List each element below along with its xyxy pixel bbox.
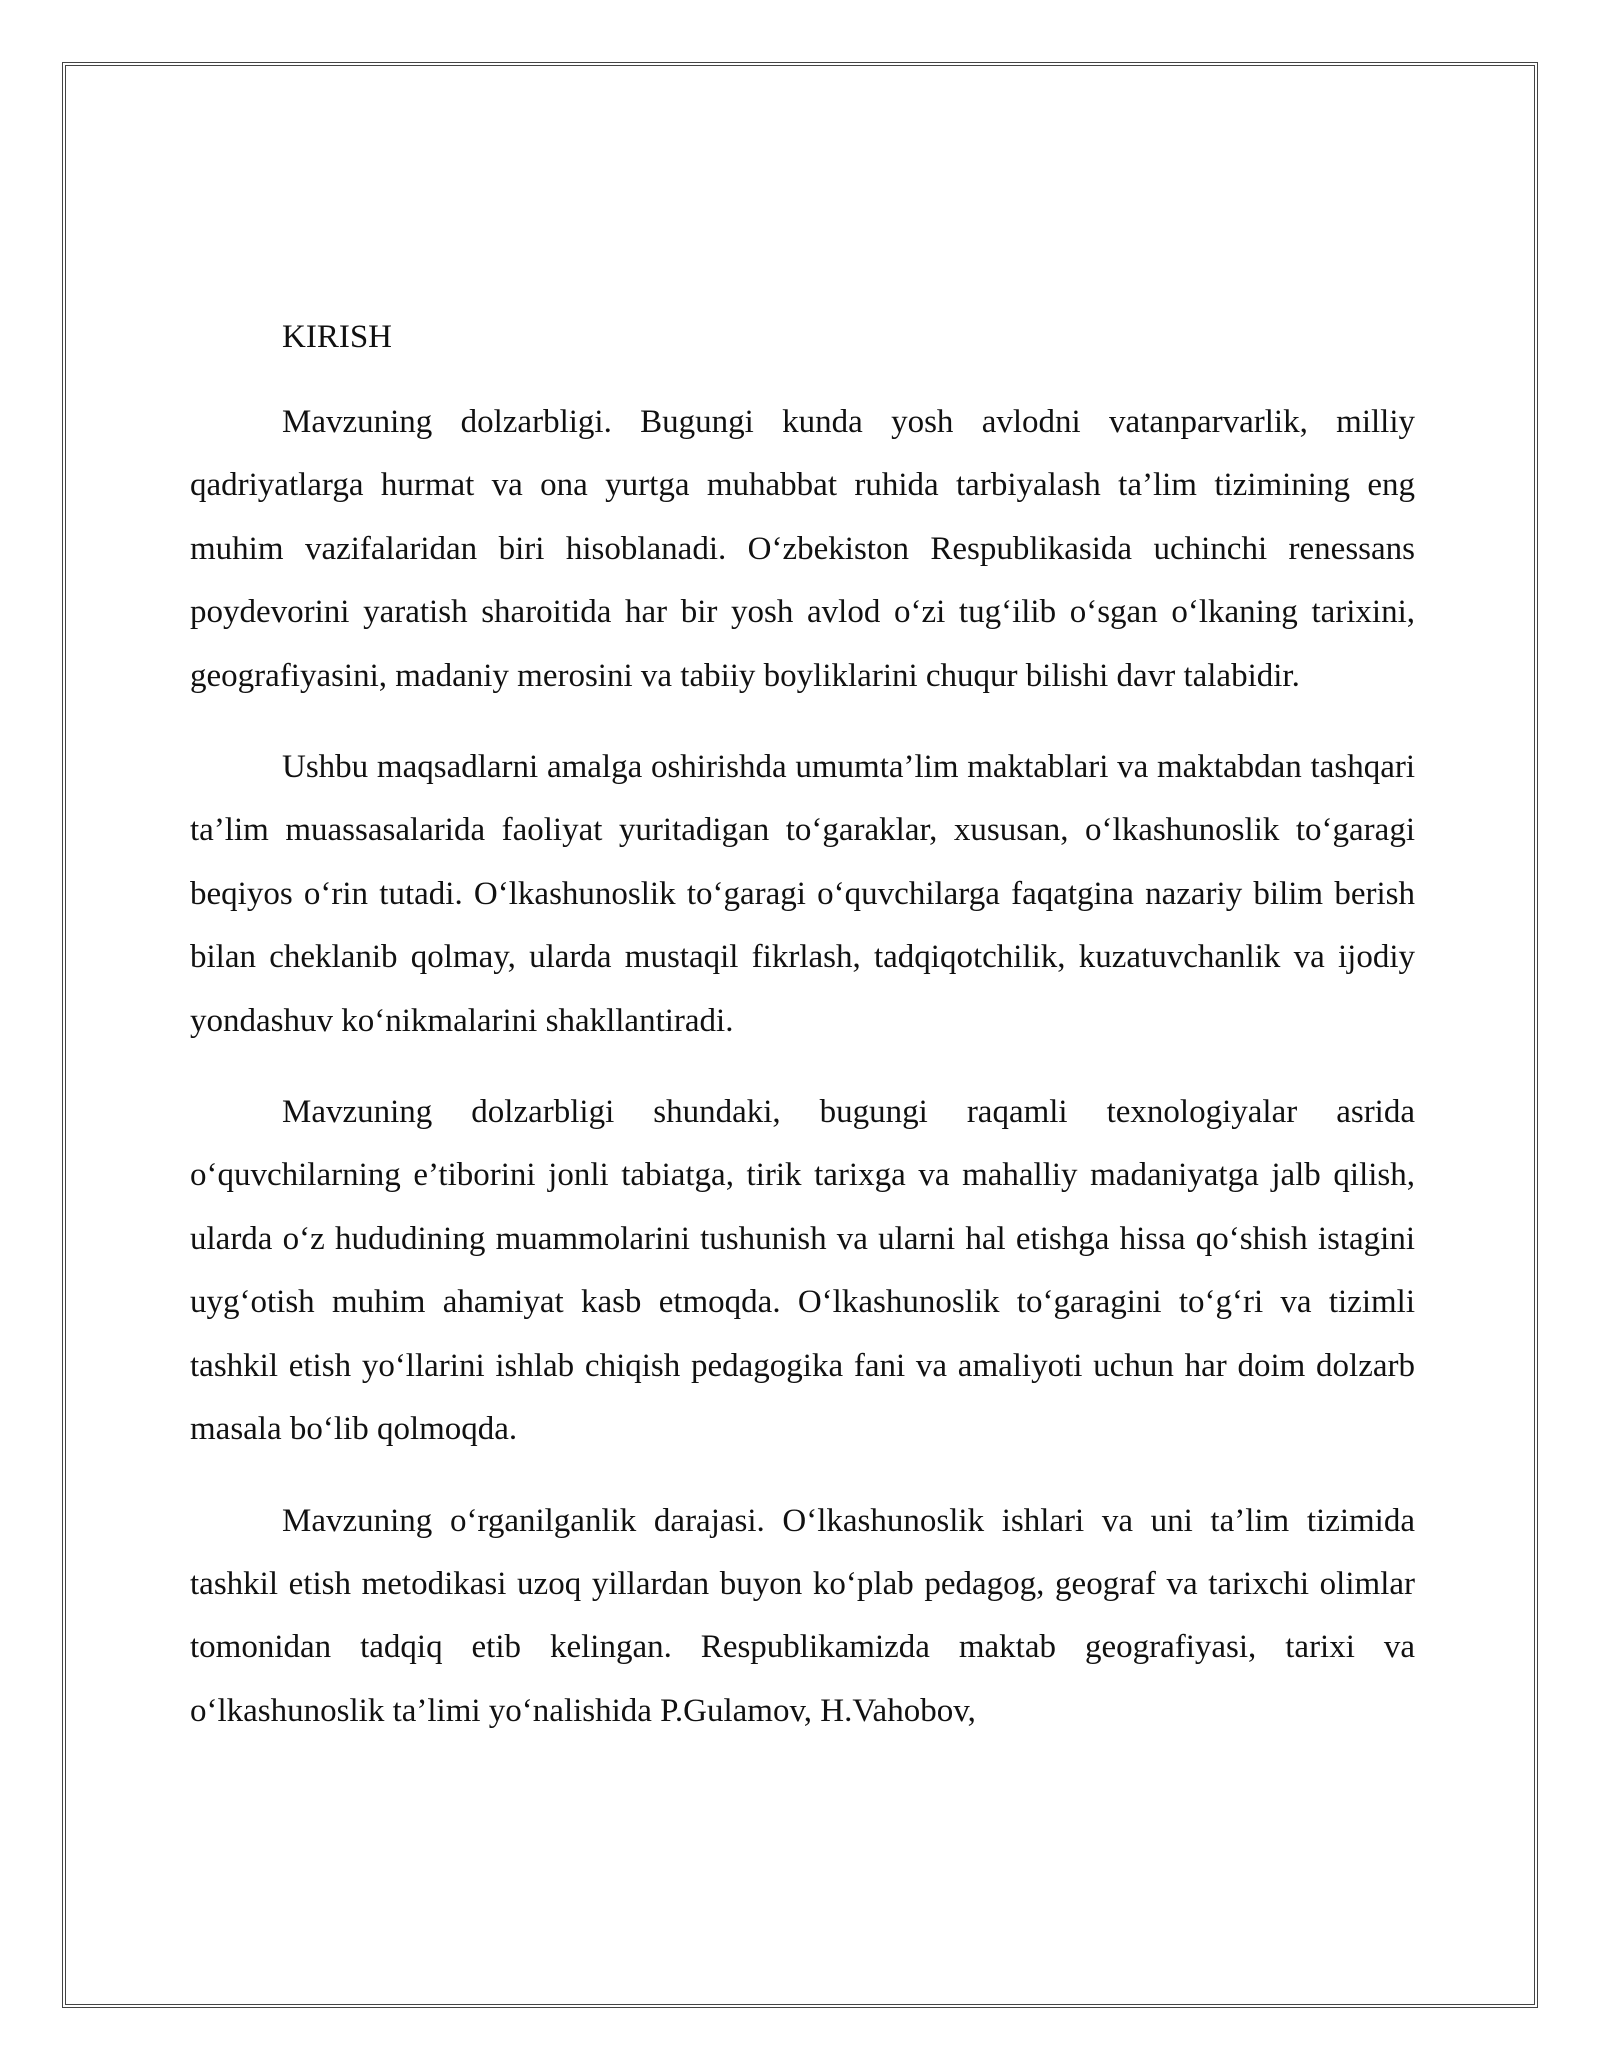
paragraph: Ushbu maqsadlarni amalga oshirishda umumta’lim maktablari va maktabdan tashqari ta’lim muassasalarida faoliyat yuritadigan to‘garaklar, xususan, o‘lkashunoslik to‘garagi beqiyos o‘rin tutadi. O‘lkashunoslik to‘garagi o‘quvchilarga faqatgina nazariy bilim berish bilan cheklanib qolmay, ularda mustaqil fikrlash, tadqiqotchilik, kuzatuvchanlik va ijodiy yondashuv ko‘nikmalarini shakllantiradi. [190, 749, 1415, 1039]
document-body [190, 306, 1415, 1771]
section-heading: KIRISH [282, 319, 393, 355]
paragraph: Mavzuning o‘rganilganlik darajasi. O‘lkashunoslik ishlari va uni ta’lim tizimida tashkil etish metodikasi uzoq yillardan buyon ko‘plab pedagog, geograf va tarixchi olimlar tomonidan tadqiq etib kelingan. Respublikamizda maktab geografiyasi, tarixi va o‘lkashunoslik ta’limi yo‘nalishida P.Gulamov, H.Vahobov, [190, 1502, 1415, 1729]
paragraph: Mavzuning dolzarbligi. Bugungi kunda yosh avlodni vatanparvarlik, milliy qadriyatlarga hurmat va ona yurtga muhabbat ruhida tarbiyalash ta’lim tizimining eng muhim vazifalaridan biri hisoblanadi. O‘zbekiston Respublikasida uchinchi renessans poydevorini yaratish sharoitida har bir yosh avlod o‘zi tug‘ilib o‘sgan o‘lkaning tarixini, geografiyasini, madaniy merosini va tabiiy boyliklarini chuqur bilishi davr talabidir. [190, 404, 1415, 694]
paragraph: Mavzuning dolzarbligi shundaki, bugungi raqamli texnologiyalar asrida o‘quvchilarning e’tiborini jonli tabiatga, tirik tarixga va mahalliy madaniyatga jalb qilish, ularda o‘z hududining muammolarini tushunish va ularni hal etishga hissa qo‘shish istagini uyg‘otish muhim ahamiyat kasb etmoqda. O‘lkashunoslik to‘garagini to‘g‘ri va tizimli tashkil etish yo‘llarini ishlab chiqish pedagogika fani va amaliyoti uchun har doim dolzarb masala bo‘lib qolmoqda. [190, 1094, 1415, 1448]
